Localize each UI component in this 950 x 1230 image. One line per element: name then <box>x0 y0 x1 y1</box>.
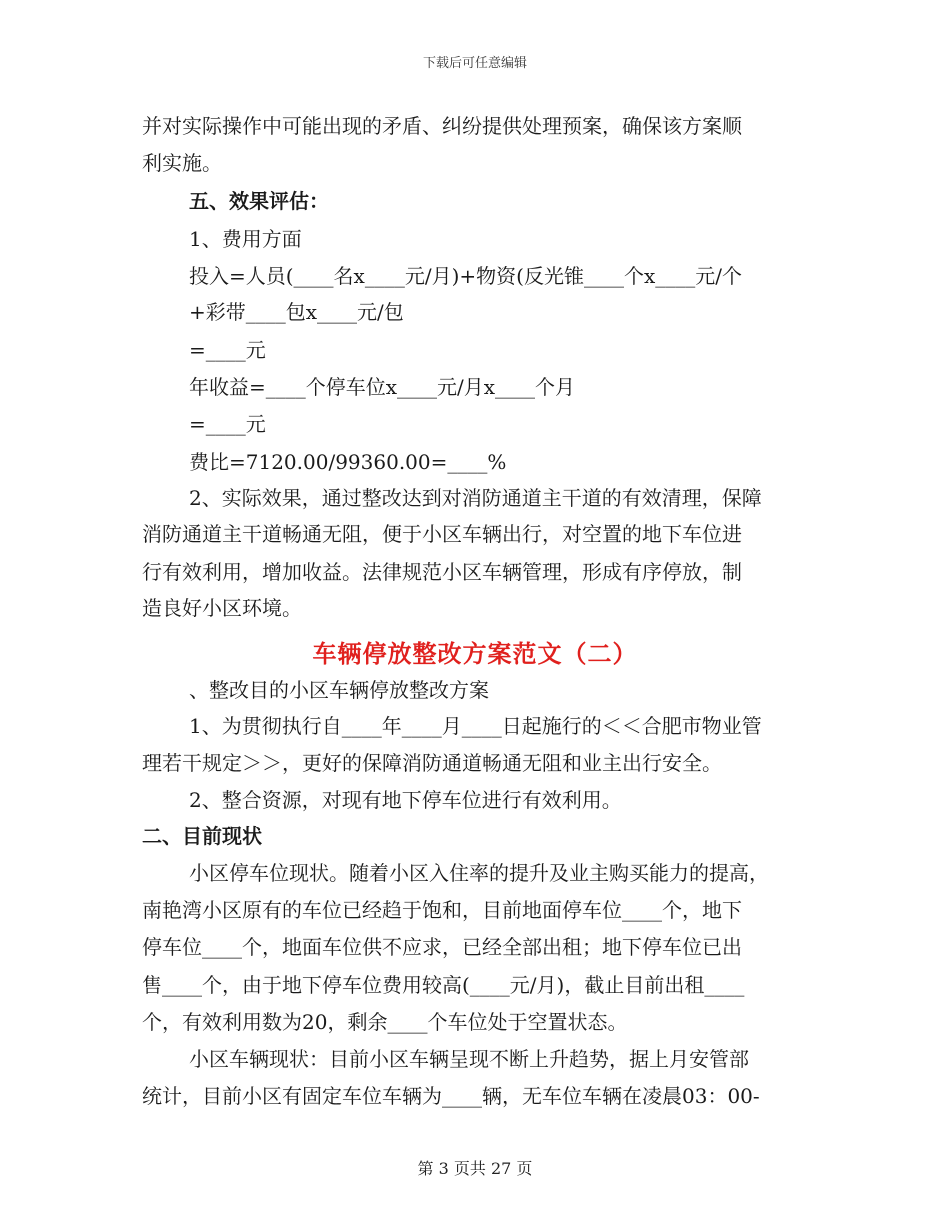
body-line: 小区车辆现状：目前小区车辆呈现不断上升趋势，据上月安管部 <box>189 1047 749 1071</box>
body-line: 投入=人员(____名x____元/月)+物资(反光锥____个x____元/个 <box>189 264 742 288</box>
section-title: 车辆停放整改方案范文（二） <box>312 639 638 668</box>
body-line: 售____个，由于地下停车位费用较高(____元/月)，截止目前出租____ <box>142 973 745 997</box>
body-line: 2、整合资源，对现有地下停车位进行有效利用。 <box>189 788 622 812</box>
body-line: 统计，目前小区有固定车位车辆为____辆，无车位车辆在凌晨03：00- <box>142 1084 760 1108</box>
body-line: =____元 <box>189 412 266 436</box>
body-line: 停车位____个，地面车位供不应求，已经全部出租；地下停车位已出 <box>142 935 742 959</box>
body-line: 并对实际操作中可能出现的矛盾、纠纷提供处理预案，确保该方案顺 <box>142 114 742 138</box>
body-line: =____元 <box>189 338 266 362</box>
body-line: 费比=7120.00/99360.00=____% <box>189 450 507 474</box>
body-line: 1、为贯彻执行自____年____月____日起施行的＜＜合肥市物业管 <box>189 714 762 738</box>
body-line: 2、实际效果，通过整改达到对消防通道主干道的有效清理，保障 <box>189 486 762 510</box>
body-line: 个，有效利用数为20，剩余____个车位处于空置状态。 <box>142 1010 628 1034</box>
body-line: 造良好小区环境。 <box>142 596 302 620</box>
body-line: +彩带____包x____元/包 <box>189 300 404 324</box>
body-line: 年收益=____个停车位x____元/月x____个月 <box>189 375 576 399</box>
section-heading-effect: 五、效果评估： <box>189 189 329 213</box>
body-line: 消防通道主干道畅通无阻，便于小区车辆出行，对空置的地下车位进 <box>142 522 742 546</box>
page-header: 下载后可任意编辑 <box>422 56 527 71</box>
body-line: 利实施。 <box>142 151 222 175</box>
body-line: 、整改目的小区车辆停放整改方案 <box>189 678 489 702</box>
body-line: 1、费用方面 <box>189 227 302 251</box>
body-line: 行有效利用，增加收益。法律规范小区车辆管理，形成有序停放，制 <box>142 560 742 584</box>
body-line: 理若干规定＞＞，更好的保障消防通道畅通无阻和业主出行安全。 <box>142 751 722 775</box>
body-line: 小区停车位现状。随着小区入住率的提升及业主购买能力的提高， <box>189 861 769 885</box>
body-line: 南艳湾小区原有的车位已经趋于饱和，目前地面停车位____个，地下 <box>142 898 742 922</box>
page-footer: 第 3 页共 27 页 <box>417 1159 533 1178</box>
section-heading-status: 二、目前现状 <box>142 824 262 848</box>
